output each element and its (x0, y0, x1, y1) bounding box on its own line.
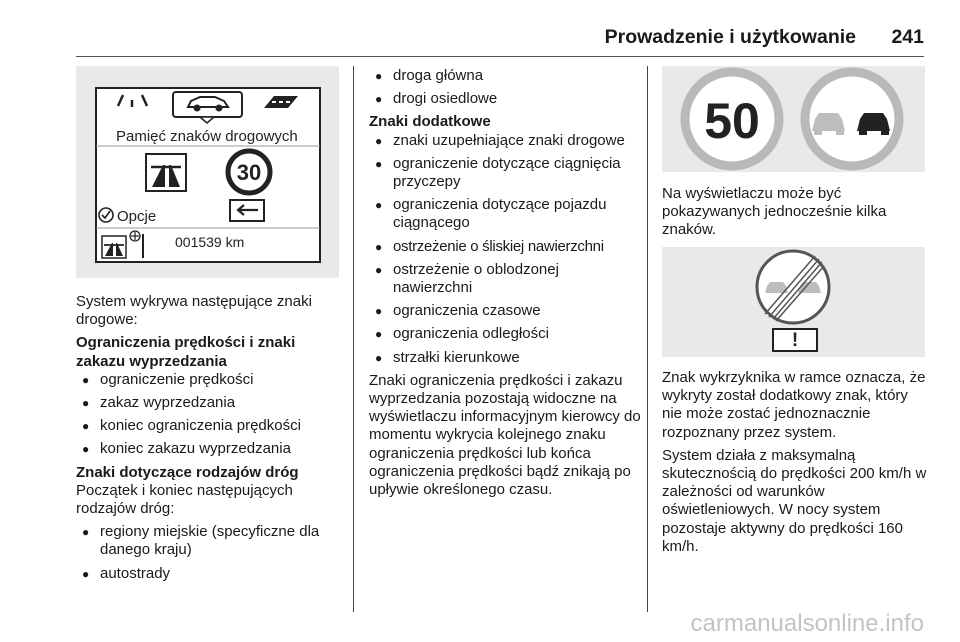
header-rule (76, 56, 924, 57)
paragraph: Początek i koniec następujących rodzajów dróg: (76, 481, 293, 518)
column-3-top (662, 185, 928, 245)
bullet-list (76, 523, 348, 583)
list-item: ● koniec zakazu wyprzedzania (76, 440, 348, 458)
signs-illustration (662, 66, 925, 172)
options-label: Opcje (117, 208, 157, 225)
list-item: ● ograniczenia dotyczące pojazdu ciągnącego (369, 196, 641, 232)
paragraph: System działa z maksymalną skutecznością do prędkości 200 km/h w zależności od warunków oświetleniowych. W nocy system pozostaje aktywny do prędkości 160 km/h. (662, 446, 927, 555)
section-heading: Znaki dodatkowe (369, 113, 491, 131)
speed-sign-value: 50 (704, 93, 760, 149)
display-figure (76, 66, 339, 278)
list-item: ● ograniczenie dotyczące ciągnięcia przyczepy (369, 155, 641, 191)
column-divider (353, 66, 354, 612)
section-heading: Znaki dotyczące rodzajów dróg (76, 463, 299, 481)
page-title: Prowadzenie i użytkowanie (604, 26, 856, 48)
motorway-sign-icon (146, 154, 186, 191)
list-item: ● autostrady (76, 565, 348, 583)
page-header (76, 26, 924, 52)
intro-text: System wykrywa następujące znaki drogowe: (76, 293, 312, 329)
list-item: ● regiony miejskie (specyficzne dla danego kraju) (76, 523, 348, 559)
list-item: ● ograniczenie prędkości (76, 371, 348, 389)
motorway-small-icon (102, 236, 126, 258)
list-item: ● ostrzeżenie o śliskiej nawierzchni (369, 238, 641, 256)
list-item: ● znaki uzupełniające znaki drogowe (369, 132, 641, 150)
paragraph: Znak wykrzyknika w ramce oznacza, że wykryty został dodatkowy znak, który nie może zostać jednoznacznie rozpoznany przez system. (662, 369, 926, 441)
column-1 (76, 293, 348, 588)
signs-figure (662, 66, 925, 172)
watermark-text: carmanualsonline.info (690, 610, 924, 637)
end-signs-illustration (662, 247, 925, 357)
list-item: ● ograniczenia czasowe (369, 302, 641, 320)
list-item: ● drogi osiedlowe (369, 90, 641, 108)
end-signs-figure (662, 247, 925, 357)
bullet-list (76, 371, 348, 459)
column-divider (647, 66, 648, 612)
list-item: ● strzałki kierunkowe (369, 349, 641, 367)
list-item: ● droga główna (369, 67, 641, 85)
list-item: ● zakaz wyprzedzania (76, 394, 348, 412)
column-3-bottom (662, 369, 928, 561)
menu-title: Pamięć znaków drogowych (116, 128, 298, 145)
exclamation-mark: ! (791, 330, 799, 351)
list-item: ● koniec ograniczenia prędkości (76, 417, 348, 435)
column-2 (369, 67, 641, 504)
bullet-list (369, 132, 641, 367)
odometer-value: 001539 km (175, 234, 245, 250)
paragraph: Na wyświetlaczu może być pokazywanych jednocześnie kilka znaków. (662, 185, 887, 239)
speed-sign-value: 30 (236, 160, 262, 185)
display-illustration (76, 66, 339, 278)
paragraph: Znaki ograniczenia prędkości i zakazu wyprzedzania pozostają widoczne na wyświetlaczu informacyjnym kierowcy do momentu wykrycia kolejnego znaku ograniczenia prędkości lub końca ograniczenia prędkości bądź znikają po upływie określonego czasu. (369, 371, 641, 499)
list-item: ● ograniczenia odległości (369, 325, 641, 343)
page-number: 241 (891, 26, 924, 48)
list-item: ● ostrzeżenie o oblodzonej nawierzchni (369, 261, 641, 297)
section-heading: Ograniczenia prędkości i znaki zakazu wyprzedzania (76, 334, 296, 370)
bullet-list (369, 67, 641, 108)
